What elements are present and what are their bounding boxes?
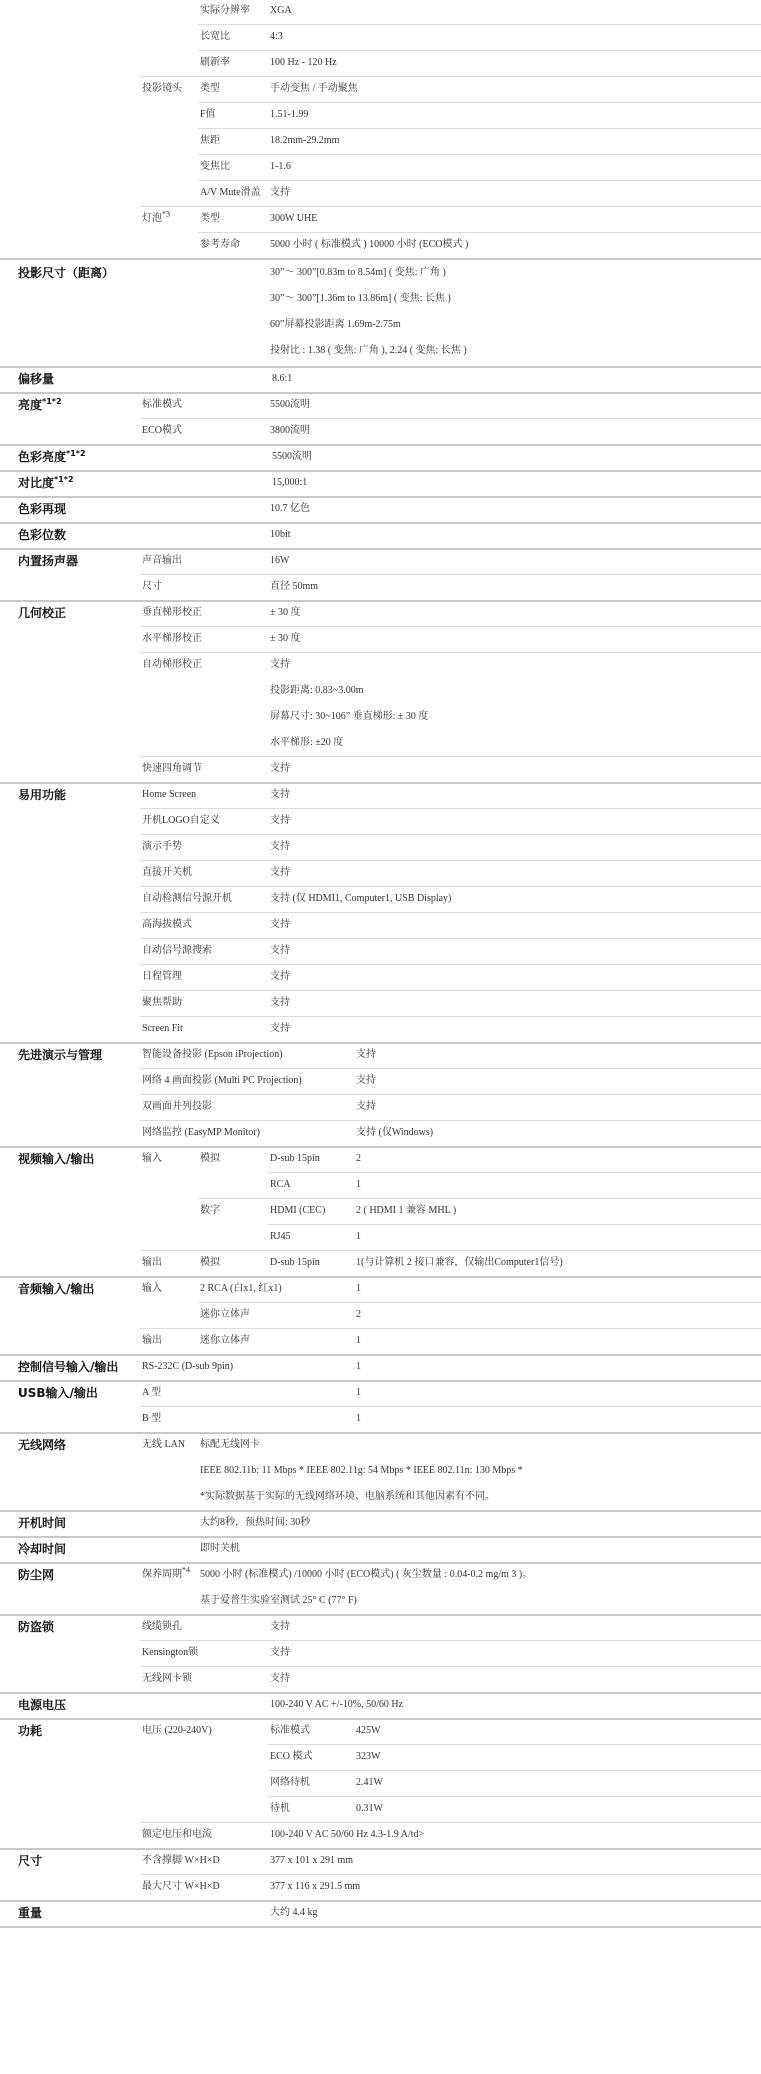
label: 自动检测信号源开机 bbox=[142, 893, 232, 904]
label: 长宽比 bbox=[200, 31, 230, 42]
label: 自动信号源搜索 bbox=[142, 945, 212, 956]
sub-label: 网络待机 bbox=[270, 1777, 310, 1788]
label: 聚焦帮助 bbox=[142, 997, 182, 1008]
label: 刷新率 bbox=[200, 57, 230, 68]
label: 输入 bbox=[142, 1153, 162, 1164]
category: 电源电压 bbox=[18, 1698, 67, 1712]
value: ± 30 度 bbox=[270, 607, 301, 618]
sub-label: 模拟 bbox=[200, 1153, 220, 1164]
sub-label: 标配无线网卡 bbox=[200, 1439, 260, 1450]
category: 重量 bbox=[18, 1906, 43, 1920]
category: 先进演示与管理 bbox=[18, 1048, 103, 1062]
category: 内置扬声器 bbox=[18, 554, 79, 568]
label: RS-232C (D-sub 9pin) bbox=[142, 1361, 234, 1372]
port: D-sub 15pin bbox=[270, 1257, 320, 1268]
value: 1-1.6 bbox=[270, 161, 291, 172]
value: 425W bbox=[356, 1725, 381, 1736]
value: 377 x 101 x 291 mm bbox=[270, 1855, 354, 1866]
sub-label: 5000 小时 (标准模式) /10000 小时 (ECO模式) ( 灰尘数量 : 0.04-0.2 mg/m 3 )。 bbox=[200, 1569, 533, 1580]
value: 支持 bbox=[356, 1075, 376, 1086]
value: 300W UHE bbox=[270, 213, 318, 224]
value: 大约 4.4 kg bbox=[270, 1907, 318, 1918]
label: 不含撑脚 W×H×D bbox=[142, 1855, 220, 1866]
label: 输出 bbox=[142, 1335, 162, 1346]
value: 1 bbox=[356, 1231, 361, 1242]
value: 1 bbox=[356, 1283, 361, 1294]
label: Home Screen bbox=[142, 789, 197, 800]
value: 0.31W bbox=[356, 1803, 383, 1814]
label: 类型 bbox=[200, 213, 220, 224]
label: 线缆锁孔 bbox=[142, 1621, 182, 1632]
sub-label: 迷你立体声 bbox=[200, 1335, 250, 1346]
category: 视频输入/输出 bbox=[18, 1152, 95, 1166]
label: F值 bbox=[200, 109, 216, 120]
label: Screen Fit bbox=[142, 1023, 183, 1034]
category: 对比度$^{*1*2}$ bbox=[18, 475, 74, 490]
group-label: 投影镜头 bbox=[142, 83, 182, 94]
sub-label: 标准模式 bbox=[270, 1725, 310, 1736]
sub-label: IEEE 802.11b: 11 Mbps * IEEE 802.11g: 54 Mbps * IEEE 802.11n: 130 Mbps * bbox=[200, 1465, 523, 1476]
value: 支持 (仅Windows) bbox=[356, 1127, 434, 1138]
value: 2 bbox=[356, 1153, 361, 1164]
label: 水平梯形校正 bbox=[142, 633, 202, 644]
label: 输出 bbox=[142, 1257, 162, 1268]
value: 100 Hz - 120 Hz bbox=[270, 57, 337, 68]
value: 10bit bbox=[270, 529, 291, 540]
label: 智能设备投影 (Epson iProjection) bbox=[142, 1049, 283, 1060]
value: 1.51-1.99 bbox=[270, 109, 309, 120]
category: 防盗锁 bbox=[18, 1620, 55, 1634]
value: 1 bbox=[356, 1413, 361, 1424]
label: 类型 bbox=[200, 83, 220, 94]
category: 偏移量 bbox=[18, 372, 55, 386]
value: 支持 bbox=[270, 945, 290, 956]
value: 支持 bbox=[270, 187, 290, 198]
value: 18.2mm-29.2mm bbox=[270, 135, 340, 146]
sub-label: 待机 bbox=[270, 1803, 290, 1814]
value: 支持 bbox=[270, 867, 290, 878]
value: 5000 小时 ( 标准模式 ) 10000 小时 (ECO模式 ) bbox=[270, 239, 469, 250]
category: 色彩亮度$^{*1*2}$ bbox=[18, 449, 86, 464]
category: 尺寸 bbox=[18, 1854, 43, 1868]
value: 16W bbox=[270, 555, 290, 566]
value: 支持 bbox=[270, 841, 290, 852]
value: 支持 bbox=[356, 1049, 376, 1060]
label: 自动梯形校正 bbox=[142, 659, 202, 670]
label: 双画面并列投影 bbox=[142, 1101, 212, 1112]
value: 30”～ 300”[0.83m to 8.54m] ( 变焦: 广角 ) bbox=[270, 267, 446, 278]
value: 323W bbox=[356, 1751, 381, 1762]
category: 几何校正 bbox=[18, 606, 67, 620]
label: A/V Mute滑盖 bbox=[200, 187, 261, 198]
label: 焦距 bbox=[200, 135, 220, 146]
category: 冷却时间 bbox=[18, 1542, 67, 1556]
value: 水平梯形: ±20 度 bbox=[270, 737, 344, 748]
value: 支持 bbox=[270, 1023, 290, 1034]
label: 声音输出 bbox=[142, 555, 182, 566]
label: 额定电压和电流 bbox=[142, 1829, 212, 1840]
value: 支持 bbox=[270, 789, 290, 800]
category: 开机时间 bbox=[18, 1516, 67, 1530]
value: 支持 bbox=[270, 659, 290, 670]
label: 实际分辨率 bbox=[200, 5, 250, 16]
label: 保养周期$^{*4}$ bbox=[142, 1565, 190, 1580]
label: 高海拔模式 bbox=[142, 919, 192, 930]
value: 30”～ 300”[1.36m to 13.86m] ( 变焦: 长焦 ) bbox=[270, 293, 451, 304]
value: 3800流明 bbox=[270, 425, 310, 436]
sub-label: 数字 bbox=[200, 1205, 220, 1216]
value: 4:3 bbox=[270, 31, 283, 42]
value: 1 bbox=[356, 1361, 361, 1372]
value: 2 ( HDMI 1 兼容 MHL ) bbox=[356, 1205, 457, 1216]
value: 1(与计算机 2 接口兼容，仅输出Computer1信号) bbox=[356, 1257, 563, 1268]
label: 无线网卡锁 bbox=[142, 1673, 192, 1684]
label: 网络监控 (EasyMP Monitor) bbox=[142, 1127, 260, 1138]
category: 功耗 bbox=[18, 1724, 43, 1738]
label: 开机LOGO自定义 bbox=[142, 815, 220, 826]
label: 电压 (220-240V) bbox=[142, 1725, 212, 1736]
value: 8.6:1 bbox=[272, 373, 293, 384]
label: ECO模式 bbox=[142, 425, 182, 436]
value: 支持 bbox=[270, 919, 290, 930]
category: 控制信号输入/输出 bbox=[18, 1360, 119, 1374]
value: 支持 bbox=[270, 763, 290, 774]
value: 15,000:1 bbox=[272, 477, 308, 488]
value: 支持 bbox=[270, 997, 290, 1008]
label: 标准模式 bbox=[142, 399, 182, 410]
category: 防尘网 bbox=[18, 1568, 55, 1582]
label: 输入 bbox=[142, 1283, 162, 1294]
label: 最大尺寸 W×H×D bbox=[142, 1881, 220, 1892]
category: 易用功能 bbox=[18, 788, 67, 802]
value: 1 bbox=[356, 1335, 361, 1346]
label: 垂直梯形校正 bbox=[142, 607, 202, 618]
value: 100-240 V AC 50/60 Hz 4.3-1.9 A/td> bbox=[270, 1829, 425, 1840]
label: Kensington锁 bbox=[142, 1647, 199, 1658]
value: 100-240 V AC +/-10%, 50/60 Hz bbox=[270, 1699, 404, 1710]
value: 5500流明 bbox=[272, 451, 312, 462]
value: 5500流明 bbox=[270, 399, 310, 410]
value: 10.7 亿色 bbox=[270, 503, 310, 514]
label: 参考寿命 bbox=[200, 239, 240, 250]
category: 音频输入/输出 bbox=[18, 1282, 95, 1296]
value: 377 x 116 x 291.5 mm bbox=[270, 1881, 361, 1892]
value: 投射比 : 1.38 ( 变焦: 广角 ), 2.24 ( 变焦: 长焦 ) bbox=[270, 345, 467, 356]
category: 无线网络 bbox=[18, 1438, 67, 1452]
group-label: 灯泡$^{*3}$ bbox=[142, 209, 170, 224]
port: D-sub 15pin bbox=[270, 1153, 320, 1164]
sub-label: 基于爱普生实验室测试 25° C (77° F) bbox=[200, 1595, 357, 1606]
value: 投影距离: 0.83~3.00m bbox=[270, 685, 364, 696]
sub-label: 2 RCA (白x1, 红x1) bbox=[200, 1283, 282, 1294]
value: 1 bbox=[356, 1387, 361, 1398]
label: 变焦比 bbox=[200, 161, 230, 172]
value: XGA bbox=[270, 5, 292, 16]
label: B 型 bbox=[142, 1413, 162, 1424]
label: 快速四角调节 bbox=[142, 763, 202, 774]
label: 演示手势 bbox=[142, 841, 182, 852]
category: USB输入/输出 bbox=[18, 1386, 98, 1400]
value: 2.41W bbox=[356, 1777, 383, 1788]
value: 手动变焦 / 手动聚焦 bbox=[270, 83, 358, 94]
category: 投影尺寸（距离） bbox=[18, 266, 115, 280]
value: 60”屏幕投影距离 1.69m-2.75m bbox=[270, 319, 401, 330]
value: 即时关机 bbox=[200, 1543, 240, 1554]
label: 尺寸 bbox=[142, 581, 162, 592]
value: 2 bbox=[356, 1309, 361, 1320]
value: 屏幕尺寸: 30~106” 垂直梯形: ± 30 度 bbox=[270, 711, 429, 722]
label: 无线 LAN bbox=[142, 1439, 186, 1450]
value: 支持 (仅 HDMI1, Computer1, USB Display) bbox=[270, 893, 452, 904]
port: RCA bbox=[270, 1179, 291, 1190]
value: 支持 bbox=[270, 1673, 290, 1684]
value: 支持 bbox=[270, 1647, 290, 1658]
sub-label: *实际数据基于实际的无线网络环境、电脑系统和其他因素有不同。 bbox=[200, 1491, 495, 1502]
port: HDMI (CEC) bbox=[270, 1205, 326, 1216]
sub-label: 迷你立体声 bbox=[200, 1309, 250, 1320]
sub-label: 模拟 bbox=[200, 1257, 220, 1268]
category: 亮度$^{*1*2}$ bbox=[18, 397, 62, 412]
value: 直径 50mm bbox=[270, 581, 319, 592]
label: 直接开关机 bbox=[142, 867, 192, 878]
port: RJ45 bbox=[270, 1231, 291, 1242]
value: 1 bbox=[356, 1179, 361, 1190]
label: A 型 bbox=[142, 1387, 162, 1398]
label: 网络 4 画面投影 (Multi PC Projection) bbox=[142, 1075, 302, 1086]
label: 日程管理 bbox=[142, 971, 182, 982]
value: 支持 bbox=[270, 815, 290, 826]
value: ± 30 度 bbox=[270, 633, 301, 644]
category: 色彩位数 bbox=[18, 528, 67, 542]
value: 大约8秒，预热时间: 30秒 bbox=[200, 1517, 311, 1528]
value: 支持 bbox=[270, 971, 290, 982]
value: 支持 bbox=[270, 1621, 290, 1632]
category: 色彩再现 bbox=[18, 502, 67, 516]
sub-label: ECO 模式 bbox=[270, 1751, 313, 1762]
value: 支持 bbox=[356, 1101, 376, 1112]
